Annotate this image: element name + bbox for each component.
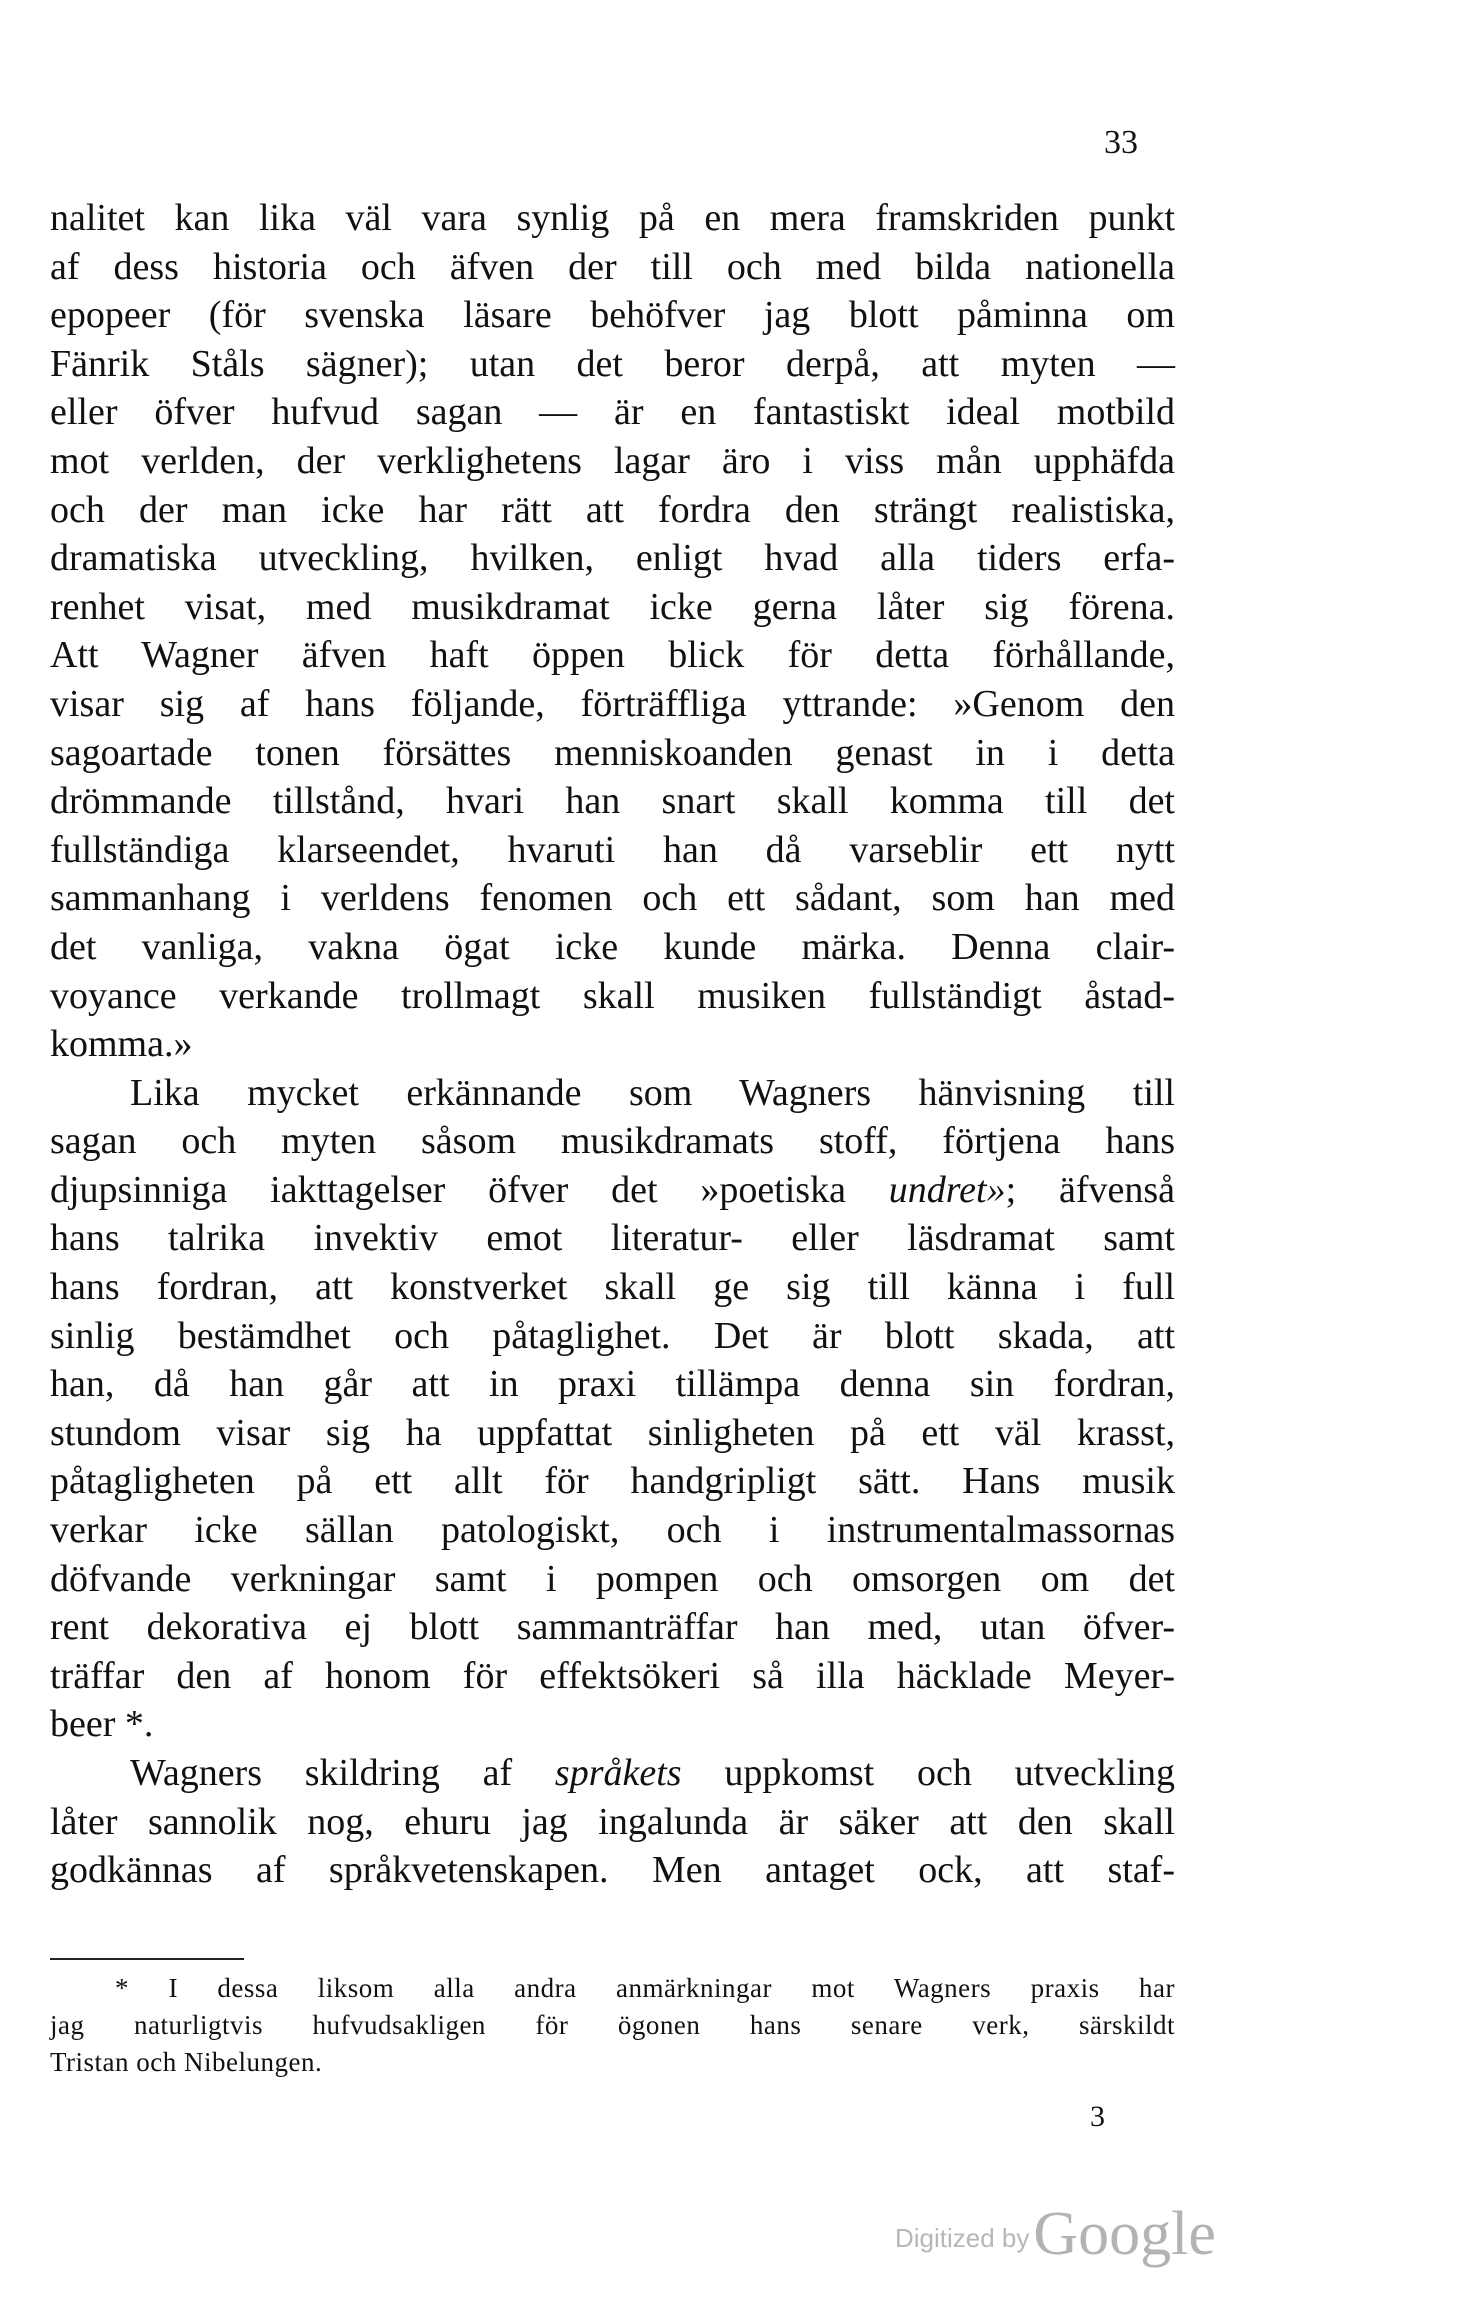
text-run: af dess historia och äfven der till och med bilda nationella: [50, 245, 1175, 288]
text-line: [50, 340, 1175, 389]
text-line: [50, 583, 1175, 632]
footnote-line: jag naturligtvis hufvudsakligen för ögonen hans senare verk, särskildt: [50, 2010, 1175, 2040]
text-line: [50, 1263, 1175, 1312]
text-line: [50, 972, 1175, 1021]
text-line: [50, 631, 1175, 680]
text-run: verkar icke sällan patologiskt, och i instrumentalmassornas: [50, 1509, 1175, 1552]
text-run: döfvande verkningar samt i pompen och omsorgen om det: [50, 1557, 1175, 1600]
text-line: [50, 729, 1175, 778]
text-line: [50, 1603, 1175, 1652]
text-run: mot verlden, der verklighetens lagar äro i viss mån upphäfda: [50, 439, 1175, 482]
text-line: [50, 777, 1175, 826]
text-run: och der man icke har rätt att fordra den strängt realistiska,: [50, 488, 1175, 531]
footnote-line: Tristan och Nibelungen.: [50, 2047, 323, 2077]
text-run: stundom visar sig ha uppfattat sinligheten på ett väl krasst,: [50, 1411, 1175, 1454]
text-run: rent dekorativa ej blott sammanträffar han med, utan öfver-: [50, 1606, 1175, 1649]
text-run: djupsinniga iakttagelser öfver det »poetiska: [50, 1168, 889, 1211]
text-run: hans talrika invektiv emot literatur- eller läsdramat samt: [50, 1217, 1175, 1260]
text-line: [50, 1312, 1175, 1361]
text-line: [50, 1798, 1175, 1847]
text-run: sagoartade tonen försättes menniskoanden genast in i detta: [50, 731, 1175, 774]
text-run: Lika mycket erkännande som Wagners hänvisning till: [130, 1071, 1175, 1114]
text-line: [50, 1555, 1175, 1604]
text-line: [50, 1700, 1175, 1749]
digitized-label: Digitized by: [895, 2223, 1030, 2253]
text-line: [50, 874, 1175, 923]
text-line: [50, 194, 1175, 243]
text-run: fullständiga klarseendet, hvaruti han då varseblir ett nytt: [50, 828, 1175, 871]
footnote-line: * I dessa liksom alla andra anmärkningar mot Wagners praxis har: [115, 1973, 1175, 2003]
digitized-watermark: [895, 2195, 1216, 2268]
text-line: [50, 1652, 1175, 1701]
text-line: [50, 388, 1175, 437]
text-run: han, då han går att in praxi tillämpa denna sin fordran,: [50, 1363, 1175, 1406]
page-number: 33: [1104, 124, 1138, 161]
text-line: [50, 1749, 1175, 1798]
text-run: påtagligheten på ett allt för handgripligt sätt. Hans musik: [50, 1460, 1175, 1503]
text-line: [50, 291, 1175, 340]
text-line: [50, 680, 1175, 729]
text-run: ; äfvenså: [1005, 1168, 1175, 1211]
footnote: [50, 1970, 1175, 2081]
text-run: visar sig af hans följande, förträffliga yttrande: »Genom den: [50, 682, 1175, 725]
text-line: [50, 1214, 1175, 1263]
italic-run: undret»: [888, 1168, 1006, 1211]
text-run: drömmande tillstånd, hvari han snart skall komma till det: [50, 780, 1175, 823]
text-line: [50, 486, 1175, 535]
text-run: renhet visat, med musikdramat icke gerna låter sig förena.: [50, 585, 1175, 628]
text-run: beer *.: [50, 1703, 154, 1746]
text-run: voyance verkande trollmagt skall musiken fullständigt åstad-: [50, 974, 1175, 1017]
text-line: [50, 1166, 1175, 1215]
text-run: sammanhang i verldens fenomen och ett sådant, som han med: [50, 877, 1175, 920]
text-run: det vanliga, vakna ögat icke kunde märka. Denna clair-: [50, 925, 1175, 968]
italic-run: språkets: [554, 1752, 682, 1794]
text-run: epopeer (för svenska läsare behöfver jag blott påminna om: [50, 294, 1175, 337]
text-line: [50, 1117, 1175, 1166]
text-run: låter sannolik nog, ehuru jag ingalunda är säker att den skall: [50, 1800, 1175, 1843]
text-line: [50, 1360, 1175, 1409]
text-line: [50, 1457, 1175, 1506]
text-line: [50, 826, 1175, 875]
text-line: [50, 1506, 1175, 1555]
google-logo: Google: [1033, 2200, 1216, 2268]
text-run: sinlig bestämdhet och påtaglighet. Det är blott skada, att: [50, 1314, 1175, 1357]
text-run: Att Wagner äfven haft öppen blick för detta förhållande,: [50, 634, 1175, 677]
text-run: dramatiska utveckling, hvilken, enligt hvad alla tiders erfa-: [50, 537, 1175, 580]
text-run: komma.»: [50, 1023, 193, 1066]
text-line: [50, 1846, 1175, 1895]
text-line: [50, 1409, 1175, 1458]
signature-mark: 3: [1090, 2100, 1105, 2133]
text-run: Fänrik Ståls sägner); utan det beror derpå, att myten —: [50, 342, 1175, 385]
footnote-rule: [50, 1958, 244, 1960]
text-line: [50, 1069, 1175, 1118]
text-line: [50, 923, 1175, 972]
text-line: [50, 437, 1175, 486]
text-run: nalitet kan lika väl vara synlig på en mera framskriden punkt: [50, 197, 1175, 239]
text-line: [50, 1020, 1175, 1069]
text-line: [50, 243, 1175, 292]
text-run: Wagners skildring af: [130, 1752, 555, 1794]
body-text: [50, 194, 1175, 1895]
text-run: träffar den af honom för effektsökeri så illa häcklade Meyer-: [50, 1654, 1175, 1697]
text-run: godkännas af språkvetenskapen. Men antaget ock, att staf-: [50, 1849, 1175, 1892]
text-run: sagan och myten såsom musikdramats stoff, förtjena hans: [50, 1120, 1175, 1163]
text-run: eller öfver hufvud sagan — är en fantastiskt ideal motbild: [50, 391, 1175, 434]
text-line: [50, 534, 1175, 583]
text-run: hans fordran, att konstverket skall ge sig till känna i full: [50, 1266, 1175, 1309]
text-run: uppkomst och utveckling: [681, 1752, 1175, 1794]
